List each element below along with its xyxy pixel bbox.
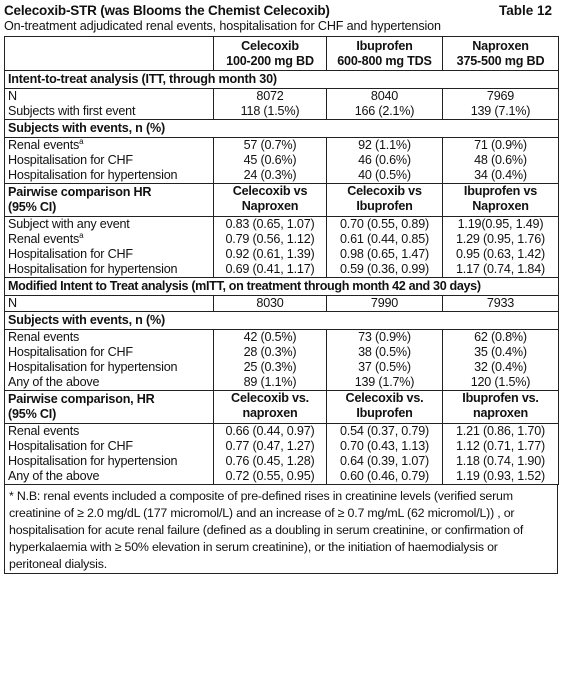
cell-value: 57 (0.7%) [243,138,297,152]
cell-value: 0.70 (0.43, 1.13) [339,439,430,453]
comparison-header [443,391,559,424]
footnote: * N.B: renal events included a composite of pre-defined rises in creatinine levels (verified serum creatinine of ≥ 2.0 mg/dL (177 micromol/L) and an increase of ≥ 0.7 mg/mL (62 micromol/L)) , or hospitalisation for acute renal failure (defined as a doubling in serum creatinine, or confirmation of hyperkalaemia with ≥ 50% elevation in serum creatinine), or the initiation of haemodialysis or peritoneal dialysis. [4,485,558,574]
table-row [5,424,559,485]
table-number: Table 12 [498,3,552,18]
cell-value: 0.61 (0.44, 0.85) [339,232,430,246]
cell-value: 24 (0.3%) [243,168,297,182]
results-table [4,36,559,485]
cell-value: 46 (0.6%) [358,153,411,167]
column-header-row [5,37,559,71]
cell-value: 0.79 (0.56, 1.12) [225,232,315,246]
value-cell [214,138,327,184]
row-label: Subject with any event [8,217,130,231]
cell-value: 48 (0.6%) [474,153,527,167]
cell-value: 8072 [256,89,284,103]
comparison-header [327,184,443,217]
cell-value: 8030 [214,296,327,312]
value-cell [327,330,443,391]
row-label: Renal events [8,424,80,438]
cell-value: 7933 [443,296,559,312]
cell-value: 25 (0.3%) [243,360,297,374]
cell-value: 92 (1.1%) [358,138,411,152]
cell-value: 0.69 (0.41, 1.17) [225,262,315,276]
document-title: Celecoxib-STR (was Blooms the Chemist Celecoxib) [4,3,330,18]
cell-value: 139 (7.1%) [470,104,531,118]
cell-value: 89 (1.1%) [243,375,297,389]
comparison-header [327,391,443,424]
comparison-line2: Ibuprofen [356,406,413,420]
cell-value: 45 (0.6%) [243,153,297,167]
comparison-line2: Naproxen [472,199,529,213]
section-heading-row [5,278,559,296]
cell-value: 35 (0.4%) [474,345,527,359]
value-cell [327,138,443,184]
cell-value: 40 (0.5%) [358,168,411,182]
cell-value: 118 (1.5%) [240,104,300,118]
value-cell [214,89,327,120]
value-cell [443,330,559,391]
column-header-celecoxib [214,37,327,71]
pairwise-label-line2: (95% CI) [8,200,57,214]
header-blank-cell [5,37,214,71]
row-label: Hospitalisation for hypertension [8,168,178,182]
value-cell [443,424,559,485]
comparison-line2: naproxen [472,406,529,420]
cell-value: 7969 [486,89,515,103]
section-heading-row [5,312,559,330]
title-row [4,3,558,18]
table-row [5,217,559,278]
column-header-line2: 375-500 mg BD [456,54,545,68]
comparison-line1: Celecoxib vs [232,184,308,198]
row-label [8,232,210,247]
pairwise-label-cell [5,391,214,424]
comparison-line2: Ibuprofen [356,199,413,213]
row-label: Hospitalisation for hypertension [8,360,178,374]
comparison-line1: Ibuprofen vs [463,184,538,198]
cell-value: 139 (1.7%) [354,375,415,389]
itt-section-heading: Intent-to-treat analysis (ITT, through month 30) [5,71,559,89]
row-label: Renal events [8,330,80,344]
cell-value: 37 (0.5%) [358,360,411,374]
footnote-marker: a [79,136,84,146]
pairwise-header-row [5,184,559,217]
cell-value: 120 (1.5%) [470,375,531,389]
table-row [5,138,559,184]
row-label: Subjects with first event [8,104,136,118]
cell-value: 73 (0.9%) [358,330,411,344]
table-row [5,296,559,312]
value-cell [327,217,443,278]
section-heading-row [5,71,559,89]
value-cell [443,217,559,278]
comparison-line1: Celecoxib vs [347,184,422,198]
comparison-header [214,391,327,424]
table-subtitle: On-treatment adjudicated renal events, hospitalisation for CHF and hypertension [4,19,441,33]
comparison-header [443,184,559,217]
row-label: N [5,296,214,312]
row-label-cell [5,217,214,278]
value-cell [214,217,327,278]
cell-value: 0.66 (0.44, 0.97) [225,424,315,438]
row-label-cell [5,424,214,485]
value-cell [443,138,559,184]
cell-value: 0.60 (0.46, 0.79) [339,469,430,483]
cell-value: 1.18 (0.74, 1.90) [455,454,546,468]
comparison-line2: Naproxen [241,199,299,213]
cell-value: 1.19(0.95, 1.49) [457,217,544,231]
mitt-section-heading: Modified Intent to Treat analysis (mITT, on treatment through month 42 and 30 days) [5,278,559,296]
row-label [8,138,210,153]
column-header-line2: 100-200 mg BD [226,54,314,68]
cell-value: 38 (0.5%) [358,345,411,359]
cell-value: 1.21 (0.86, 1.70) [455,424,546,438]
column-header-line1: Ibuprofen [356,39,413,53]
value-cell [327,424,443,485]
cell-value: 1.17 (0.74, 1.84) [455,262,546,276]
cell-value: 7990 [327,296,443,312]
cell-value: 28 (0.3%) [243,345,297,359]
cell-value: 1.29 (0.95, 1.76) [455,232,546,246]
row-label: Hospitalisation for hypertension [8,454,178,468]
pairwise-label-line1: Pairwise comparison HR [8,185,152,199]
row-label: Any of the above [8,375,100,389]
cell-value: 0.54 (0.37, 0.79) [339,424,430,438]
table-row [5,330,559,391]
cell-value: 1.12 (0.71, 1.77) [455,439,546,453]
comparison-line1: Celecoxib vs. [231,391,309,405]
comparison-line1: Ibuprofen vs. [462,391,539,405]
cell-value: 0.77 (0.47, 1.27) [225,439,315,453]
itt-events-heading: Subjects with events, n (%) [5,120,559,138]
cell-value: 34 (0.4%) [474,168,527,182]
pairwise-label-line2: (95% CI) [8,407,57,421]
column-header-ibuprofen [327,37,443,71]
cell-value: 0.64 (0.39, 1.07) [339,454,430,468]
value-cell [214,424,327,485]
pairwise-label-cell [5,184,214,217]
pairwise-header-row [5,391,559,424]
value-cell [443,89,559,120]
cell-value: 0.59 (0.36, 0.99) [339,262,430,276]
comparison-line1: Celecoxib vs. [345,391,424,405]
row-label-cell [5,89,214,120]
value-cell [214,330,327,391]
column-header-line2: 600-800 mg TDS [337,54,432,68]
cell-value: 0.83 (0.65, 1.07) [225,217,315,231]
row-label: Hospitalisation for CHF [8,247,133,261]
mitt-events-heading: Subjects with events, n (%) [5,312,559,330]
cell-value: 32 (0.4%) [474,360,527,374]
pairwise-label-line1: Pairwise comparison, HR [8,392,155,406]
comparison-header [214,184,327,217]
section-heading-row [5,120,559,138]
cell-value: 0.72 (0.55, 0.95) [225,469,315,483]
comparison-line2: naproxen [242,406,298,420]
cell-value: 42 (0.5%) [243,330,297,344]
footnote-marker: a [79,230,84,240]
cell-value: 0.70 (0.55, 0.89) [339,217,430,231]
cell-value: 0.95 (0.63, 1.42) [455,247,546,261]
column-header-line1: Naproxen [472,39,529,53]
cell-value: 0.92 (0.61, 1.39) [225,247,315,261]
row-label-cell [5,330,214,391]
column-header-line1: Celecoxib [241,39,299,53]
row-label: Any of the above [8,469,100,483]
row-label-text: Renal events [8,232,80,246]
value-cell [327,89,443,120]
row-label-text: Renal events [8,138,80,152]
row-label: Hospitalisation for CHF [8,153,133,167]
row-label: Hospitalisation for hypertension [8,262,178,276]
cell-value: 166 (2.1%) [354,104,415,118]
row-label: Hospitalisation for CHF [8,345,133,359]
cell-value: 8040 [370,89,399,103]
cell-value: 62 (0.8%) [474,330,527,344]
cell-value: 0.76 (0.45, 1.28) [225,454,315,468]
row-label: Hospitalisation for CHF [8,439,133,453]
row-label-cell [5,138,214,184]
column-header-naproxen [443,37,559,71]
cell-value: 1.19 (0.93, 1.52) [455,469,546,483]
table-row [5,89,559,120]
cell-value: 71 (0.9%) [474,138,527,152]
row-label: N [8,89,17,103]
cell-value: 0.98 (0.65, 1.47) [339,247,430,261]
